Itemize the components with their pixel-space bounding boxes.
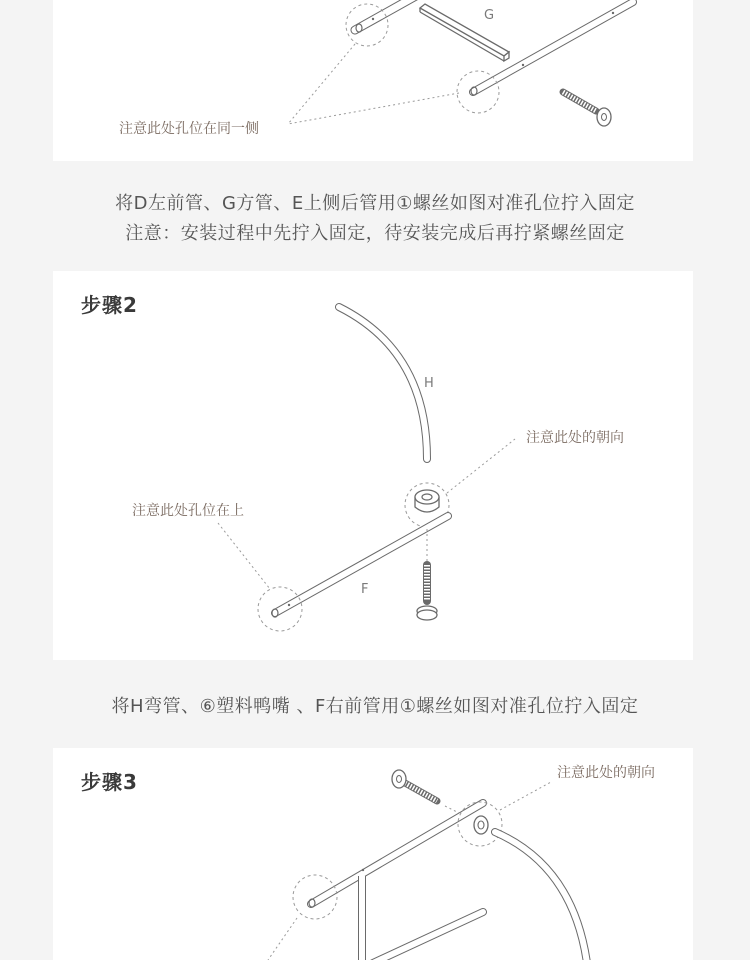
step2-title: 步骤2 [81,293,138,317]
note-holes-same-side: 注意此处孔位在同一侧 [119,121,259,137]
top-tube [309,803,483,907]
square-tube-g [420,4,509,61]
label-g: G [484,8,495,23]
screw-icon [392,770,437,801]
step2-caption: 将H弯管、⑥塑料鸭嘴 、F右前管用①螺丝如图对准孔位拧入固定 [111,696,639,717]
step1-caption-line2: 注意：安装过程中先拧入固定，待安装完成后再拧紧螺丝固定 [125,223,625,244]
label-h: H [424,376,434,391]
step2-diagram [53,271,693,660]
left-front-tube [355,0,423,32]
step3-diagram [53,748,693,960]
lower-tube [373,912,483,960]
screw-icon [563,92,611,126]
screw-icon [417,565,437,620]
curved-tube [495,832,587,960]
note-hole-up: 注意此处孔位在上 [132,503,244,519]
curved-tube-h [339,307,427,459]
note-orientation: 注意此处的朝向 [526,430,624,446]
step2-panel [53,271,693,660]
label-f: F [361,582,369,597]
right-front-tube-f [272,516,448,617]
step1-panel [53,0,693,161]
note-orientation: 注意此处的朝向 [557,765,655,781]
step3-title: 步骤3 [81,770,138,794]
step1-diagram [53,0,693,161]
step1-caption-line1: 将D左前管、G方管、E上侧后管用①螺丝如图对准孔位拧入固定 [115,193,635,214]
step3-panel [53,748,693,960]
